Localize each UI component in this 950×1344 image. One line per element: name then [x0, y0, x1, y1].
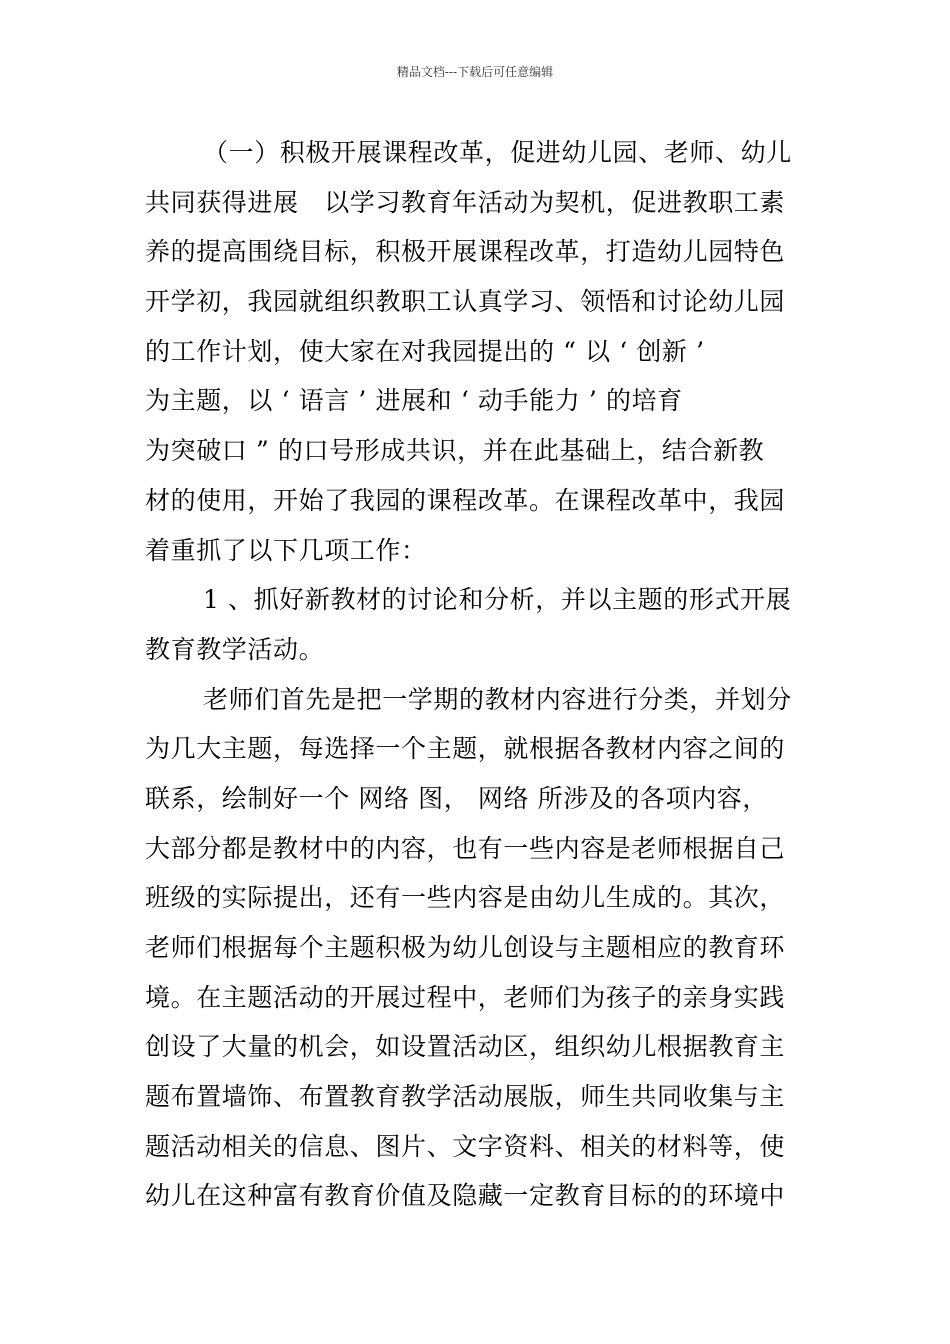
text-line: 创设了大量的机会，如设置活动区，组织幼儿根据教育主: [145, 1032, 786, 1062]
text-line: 为突破口 ” 的口号形成共识，并在此基础上，结合新教: [145, 436, 765, 466]
text-line: 老师们首先是把一学期的教材内容进行分类，并划分: [203, 684, 792, 714]
page-header: 精品文档---下载后可任意编辑: [396, 65, 554, 79]
text-line: 1 、抓好新教材的讨论和分析，并以主题的形式开展: [203, 585, 792, 615]
text-line: 着重抓了以下几项工作：: [145, 535, 427, 565]
text-line: 材的使用，开始了我园的课程改革。在课程改革中，我园: [145, 485, 786, 515]
document-body: [145, 128, 810, 1221]
text-line: 教育教学活动。: [145, 634, 325, 664]
text-line: （一）积极开展课程改革，促进幼儿园、老师、幼儿: [203, 138, 792, 167]
text-line: 开学初，我园就组织教职工认真学习、领悟和讨论幼儿园: [145, 287, 786, 317]
text-line: 题布置墙饰、布置教育教学活动展版，师生共同收集与主: [145, 1082, 786, 1112]
text-line: 老师们根据每个主题积极为幼儿创设与主题相应的教育环: [145, 933, 786, 962]
text-line: 大部分都是教材中的内容，也有一些内容是老师根据自己: [145, 833, 786, 863]
text-line: 幼儿在这种富有教育价值及隐藏一定教育目标的的环境中: [145, 1181, 786, 1211]
text-line: 联系，绘制好一个 网络 图， 网络 所涉及的各项内容，: [145, 783, 768, 813]
text-line: 的工作计划，使大家在对我园提出的 “ 以 ‘ 创新 ’: [145, 336, 705, 366]
text-line: 班级的实际提出，还有一些内容是由幼儿生成的。其次，: [145, 883, 786, 913]
text-line: 题活动相关的信息、图片、文字资料、相关的材料等，使: [145, 1131, 786, 1161]
text-line: 境。在主题活动的开展过程中，老师们为孩子的亲身实践: [145, 982, 786, 1012]
text-line: 共同获得进展 以学习教育年活动为契机，促进教职工素: [145, 187, 786, 217]
text-line: 为几大主题，每选择一个主题，就根据各教材内容之间的: [145, 734, 786, 764]
text-line: 为主题，以 ‘ 语言 ’ 进展和 ‘ 动手能力 ’ 的培育: [145, 386, 683, 416]
text-line: 养的提高围绕目标，积极开展课程改革，打造幼儿园特色: [145, 237, 786, 267]
